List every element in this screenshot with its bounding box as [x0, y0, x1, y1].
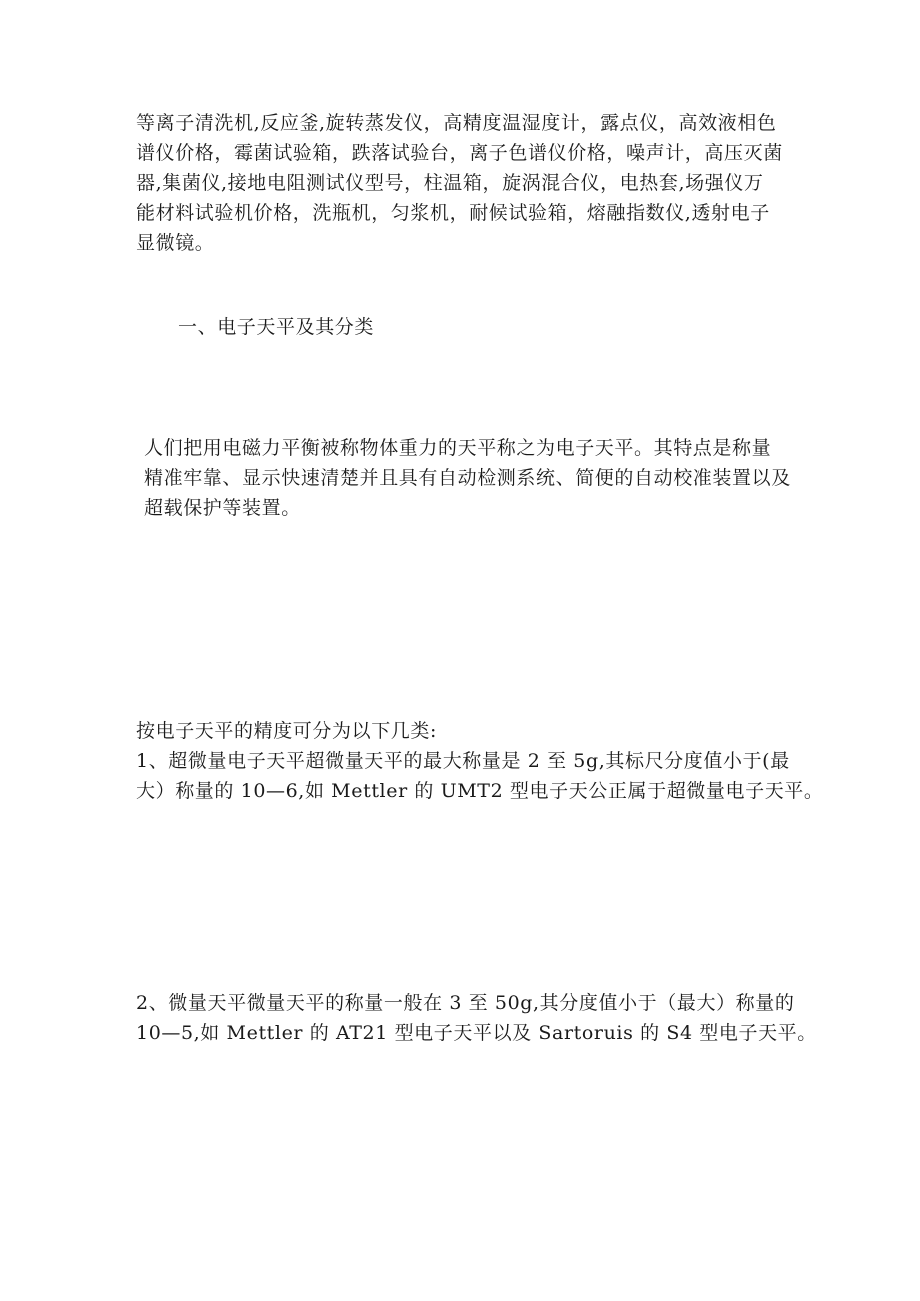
- paragraph-line: 10—5,如 Mettler 的 AT21 型电子天平以及 Sartoruis 的 S4 型电子天平。: [136, 1022, 817, 1044]
- intro-paragraph: [136, 108, 806, 258]
- section-heading: 一、电子天平及其分类: [178, 316, 375, 338]
- micro-balance-paragraph: [136, 988, 817, 1048]
- paragraph-line: 2、微量天平微量天平的称量一般在 3 至 50g,其分度值小于（最大）称量的: [136, 992, 795, 1014]
- paragraph-line: 1、超微量电子天平超微量天平的最大称量是 2 至 5g,其标尺分度值小于(最: [136, 750, 790, 772]
- paragraph-line: 显微镜。: [136, 232, 215, 254]
- classification-paragraph: [136, 716, 824, 806]
- paragraph-line: 人们把用电磁力平衡被称物体重力的天平称之为电子天平。其特点是称量: [144, 437, 772, 459]
- paragraph-line: 大）称量的 10—6,如 Mettler 的 UMT2 型电子天公正属于超微量电子天平。: [136, 780, 824, 802]
- paragraph-line: 超载保护等装置。: [144, 497, 301, 519]
- paragraph-line: 能材料试验机价格，洗瓶机，匀浆机，耐候试验箱，熔融指数仪,透射电子: [136, 202, 770, 224]
- definition-paragraph: [144, 433, 814, 523]
- paragraph-line: 按电子天平的精度可分为以下几类:: [136, 720, 438, 742]
- paragraph-line: 谱仪价格，霉菌试验箱，跌落试验台，离子色谱仪价格，噪声计，高压灭菌: [136, 142, 783, 164]
- paragraph-line: 等离子清洗机,反应釜,旋转蒸发仪，高精度温湿度计，露点仪，高效液相色: [136, 112, 777, 134]
- paragraph-line: 精准牢靠、显示快速清楚并且具有自动检测系统、简便的自动校准装置以及: [144, 467, 791, 489]
- paragraph-line: 器,集菌仪,接地电阻测试仪型号，柱温箱，旋涡混合仪，电热套,场强仪万: [136, 172, 764, 194]
